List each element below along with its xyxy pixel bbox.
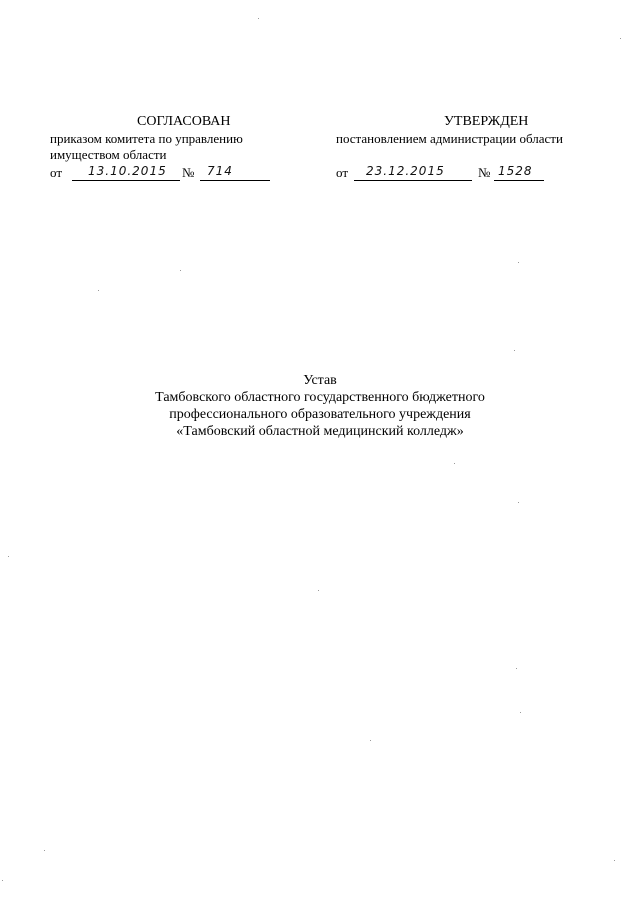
approval-left-number-underline — [200, 180, 270, 181]
charter-title-line1: Устав — [303, 373, 337, 388]
charter-title-line4: «Тамбовский областной медицинский колледж» — [176, 424, 464, 439]
approval-right-date-underline — [354, 180, 472, 181]
scan-speck — [518, 262, 519, 263]
scan-speck — [620, 38, 621, 39]
scan-speck — [8, 556, 9, 557]
scan-speck — [514, 350, 515, 351]
approval-left-number-sign: № — [182, 165, 195, 180]
scan-speck — [318, 590, 319, 591]
approval-right-number-sign: № — [478, 165, 491, 180]
charter-title — [0, 372, 640, 440]
approval-left-date-prefix: от — [50, 165, 63, 180]
approval-left-number-handwritten: 714 — [207, 164, 233, 178]
scan-speck — [516, 668, 517, 669]
charter-title-line2: Тамбовского областного государственного бюджетного — [155, 390, 485, 405]
approval-left-date-handwritten: 13.10.2015 — [88, 164, 167, 178]
approval-right-number-handwritten: 1528 — [498, 164, 533, 178]
scan-speck — [180, 270, 181, 271]
scan-speck — [518, 502, 519, 503]
scan-speck — [98, 290, 99, 291]
scan-speck — [370, 740, 371, 741]
approval-left-date-underline — [72, 180, 180, 181]
scan-speck — [614, 860, 615, 861]
approval-right-date-prefix: от — [336, 165, 349, 180]
charter-title-line3: профессионального образовательного учреждения — [169, 407, 471, 422]
approval-left-line1: приказом комитета по управлению — [50, 131, 243, 146]
approval-right-date-handwritten: 23.12.2015 — [366, 164, 445, 178]
scan-speck — [454, 463, 455, 464]
scan-speck — [520, 712, 521, 713]
scan-speck — [2, 880, 3, 881]
approval-left-heading: СОГЛАСОВАН — [137, 114, 231, 129]
approval-right-heading: УТВЕРЖДЕН — [444, 114, 529, 129]
approval-right-line1: постановлением администрации области — [336, 131, 563, 146]
scan-speck — [258, 18, 259, 19]
approval-right-number-underline — [494, 180, 544, 181]
approval-left-line2: имуществом области — [50, 147, 167, 162]
scan-speck — [44, 850, 45, 851]
